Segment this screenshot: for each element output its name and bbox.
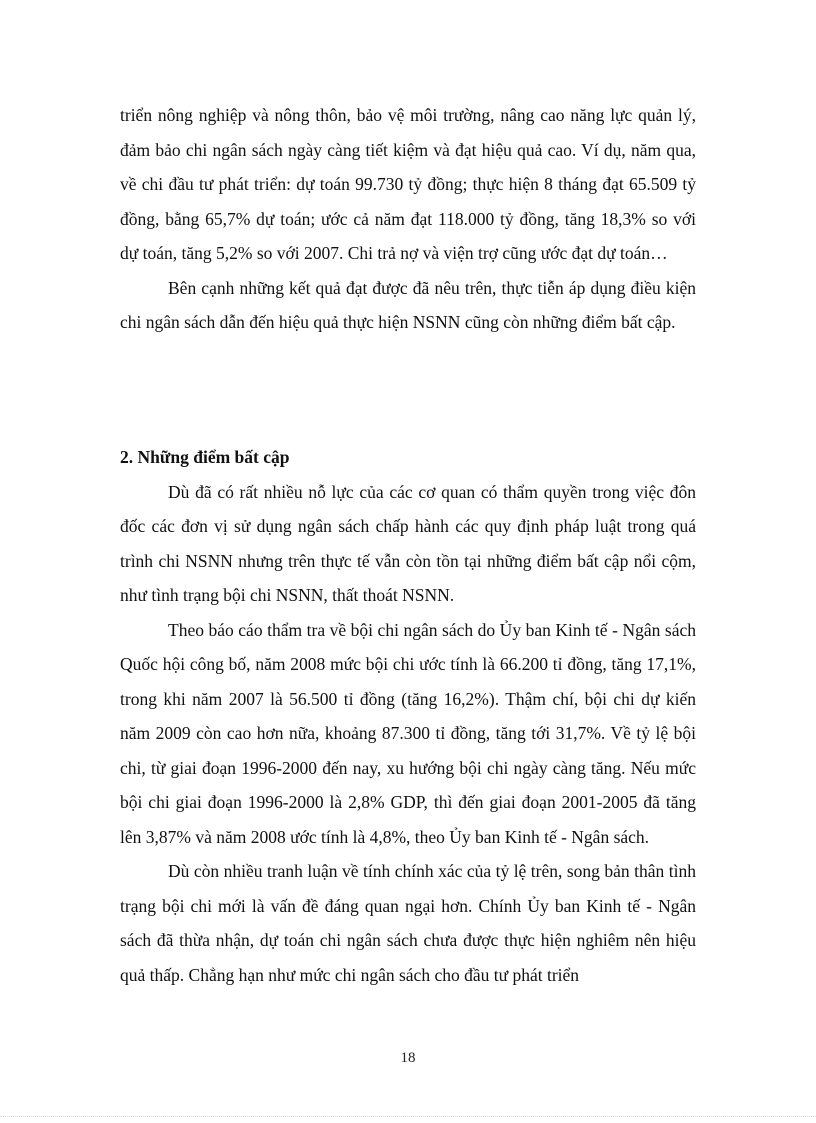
page-number: 18 xyxy=(400,1050,416,1066)
paragraph: Dù còn nhiều tranh luận về tính chính xác của tỷ lệ trên, song bản thân tình trạng bội chi mới là vấn đề đáng quan ngại hơn. Chính Ủy ban Kinh tế - Ngân sách đã thừa nhận, dự toán chi ngân sách chưa được thực hiện nghiêm nên hiệu quả thấp. Chẳng hạn như mức chi ngân sách cho đầu tư phát triển xyxy=(120,861,696,985)
paragraph: Theo báo cáo thẩm tra về bội chi ngân sách do Ủy ban Kinh tế - Ngân sách Quốc hội công bố, năm 2008 mức bội chi ước tính là 66.200 tỉ đồng, tăng 17,1%, trong khi năm 2007 là 56.500 tỉ đồng (tăng 16,2%). Thậm chí, bội chi dự kiến năm 2009 còn cao hơn nữa, khoảng 87.300 tỉ đồng, tăng tới 31,7%. Về tỷ lệ bội chi, từ giai đoạn 1996-2000 đến nay, xu hướng bội chi ngày càng tăng. Nếu mức bội chi giai đoạn 1996-2000 là 2,8% GDP, thì đến giai đoạn 2001-2005 đã tăng lên 3,87% và năm 2008 ước tính là 4,8%, theo Ủy ban Kinh tế - Ngân sách. xyxy=(120,619,696,847)
section-block xyxy=(120,440,696,992)
body-text-top xyxy=(120,98,696,340)
page-border-line xyxy=(0,1116,816,1117)
section-heading: 2. Những điểm bất cập xyxy=(120,447,290,467)
paragraph: Dù đã có rất nhiều nỗ lực của các cơ quan có thẩm quyền trong việc đôn đốc các đơn vị sử dụng ngân sách chấp hành các quy định pháp luật trong quá trình chi NSNN nhưng trên thực tế vẫn còn tồn tại những điểm bất cập nổi cộm, như tình trạng bội chi NSNN, thất thoát NSNN. xyxy=(120,481,696,605)
paragraph: Bên cạnh những kết quả đạt được đã nêu trên, thực tiễn áp dụng điều kiện chi ngân sách dẫn đến hiệu quả thực hiện NSNN cũng còn những điểm bất cập. xyxy=(120,277,696,332)
paragraph-continuation: triển nông nghiệp và nông thôn, bảo vệ môi trường, nâng cao năng lực quản lý, đảm bảo chi ngân sách ngày càng tiết kiệm và đạt hiệu quả cao. Ví dụ, năm qua, về chi đầu tư phát triển: dự toán 99.730 tỷ đồng; thực hiện 8 tháng đạt 65.509 tỷ đồng, bằng 65,7% dự toán; ước cả năm đạt 118.000 tỷ đồng, tăng 18,3% so với dự toán, tăng 5,2% so với 2007. Chi trả nợ và viện trợ cũng ước đạt dự toán… xyxy=(120,105,696,263)
